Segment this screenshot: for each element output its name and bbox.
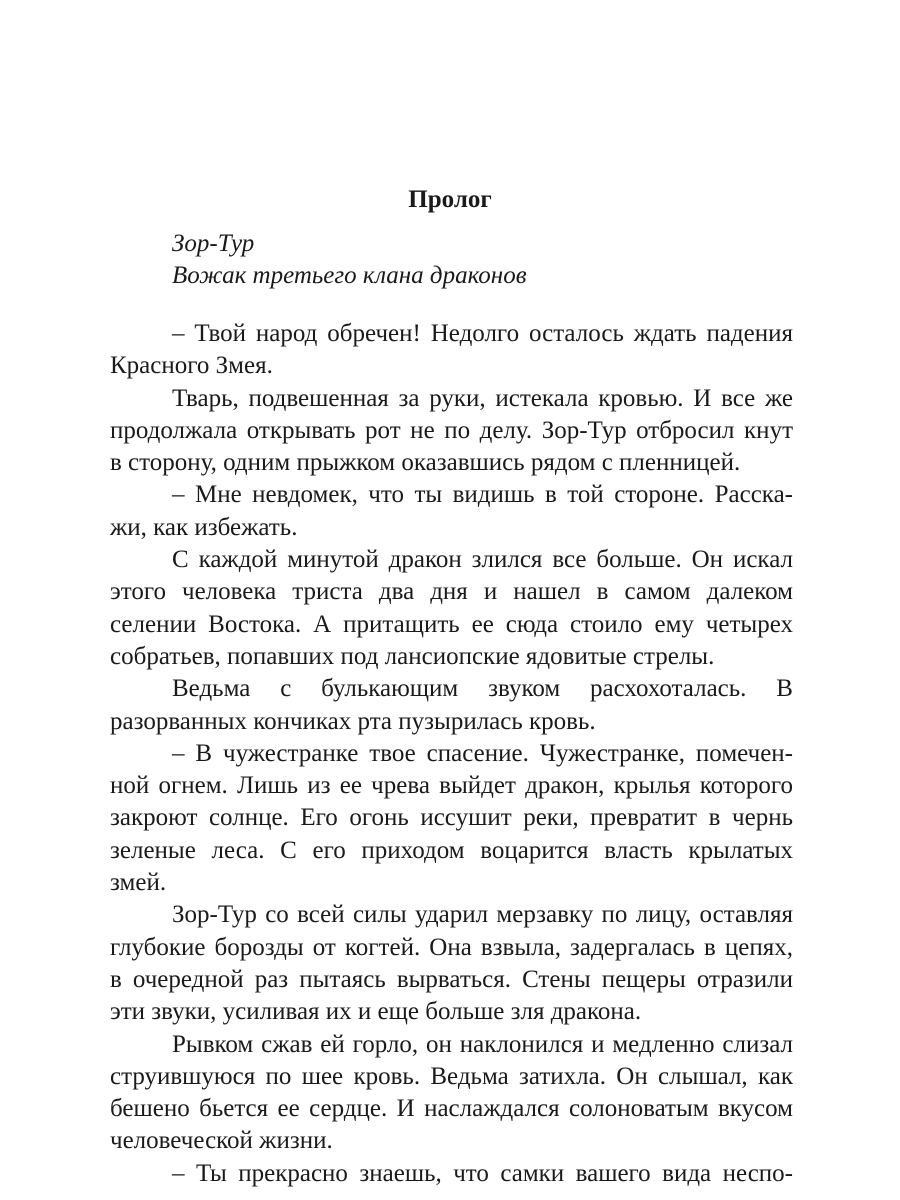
text-line: закроют солнце. Его огонь иссушит реки, превратит в чернь bbox=[110, 804, 793, 832]
text-line: человеческой жизни. bbox=[110, 1127, 333, 1155]
text-line: Зор-Тур со всей силы ударил мерзавку по лицу, оставляя bbox=[172, 901, 793, 929]
text-line: селении Востока. А притащить ее сюда стоило ему четырех bbox=[110, 610, 793, 638]
text-line: Тварь, подвешенная за руки, истекала кровью. И все же bbox=[172, 384, 793, 412]
text-line: глубокие борозды от когтей. Она взвыла, задергалась в цепях, bbox=[110, 933, 793, 961]
text-line: Красного Змея. bbox=[110, 352, 273, 380]
text-line: – Ты прекрасно знаешь, что самки вашего вида неспо- bbox=[172, 1159, 793, 1187]
epigraph bbox=[172, 228, 772, 292]
text-line: в очередной раз пытаясь вырваться. Стены пещеры отразили bbox=[110, 965, 793, 993]
text-line: зеленые леса. С его приходом воцарится власть крылатых bbox=[110, 836, 793, 864]
text-line: эти звуки, усиливая их и еще больше зля дракона. bbox=[110, 998, 642, 1026]
text-line: Ведьма с булькающим звуком расхохоталась. В bbox=[172, 675, 793, 703]
text-line: бешено бьется ее сердце. И наслаждался солоноватым вкусом bbox=[110, 1095, 793, 1123]
text-line: С каждой минутой дракон злился все больше. Он искал bbox=[172, 546, 793, 574]
text-line: продолжала открывать рот не по делу. Зор-Тур отбросил кнут bbox=[110, 416, 793, 444]
text-line: в сторону, одним прыжком оказавшись рядом с пленницей. bbox=[110, 449, 741, 477]
text-line: змей. bbox=[110, 869, 167, 897]
text-line: – В чужестранке твое спасение. Чужестранке, помечен- bbox=[172, 739, 793, 767]
text-line: струившуюся по шее кровь. Ведьма затихла. Он слышал, как bbox=[110, 1062, 793, 1090]
epigraph-role: Вожак третьего клана драконов bbox=[172, 262, 527, 289]
text-line: этого человека триста два дня и нашел в самом далеком bbox=[110, 578, 793, 606]
text-line: собратьев, попавших под лансиопские ядовитые стрелы. bbox=[110, 642, 715, 670]
text-line: – Твой народ обречен! Недолго осталось ждать падения bbox=[172, 320, 793, 347]
chapter-title: Пролог bbox=[408, 186, 492, 213]
epigraph-name: Зор-Тур bbox=[172, 230, 255, 257]
text-line: жи, как избежать. bbox=[110, 513, 298, 541]
body-text bbox=[110, 318, 793, 1190]
text-line: разорванных кончиках рта пузырилась кровь. bbox=[110, 707, 596, 735]
text-line: – Мне невдомек, что ты видишь в той стороне. Расска- bbox=[172, 481, 793, 509]
text-line: Рывком сжав ей горло, он наклонился и медленно слизал bbox=[172, 1030, 793, 1058]
text-line: ной огнем. Лишь из ее чрева выйдет дракон, крылья которого bbox=[110, 772, 793, 800]
